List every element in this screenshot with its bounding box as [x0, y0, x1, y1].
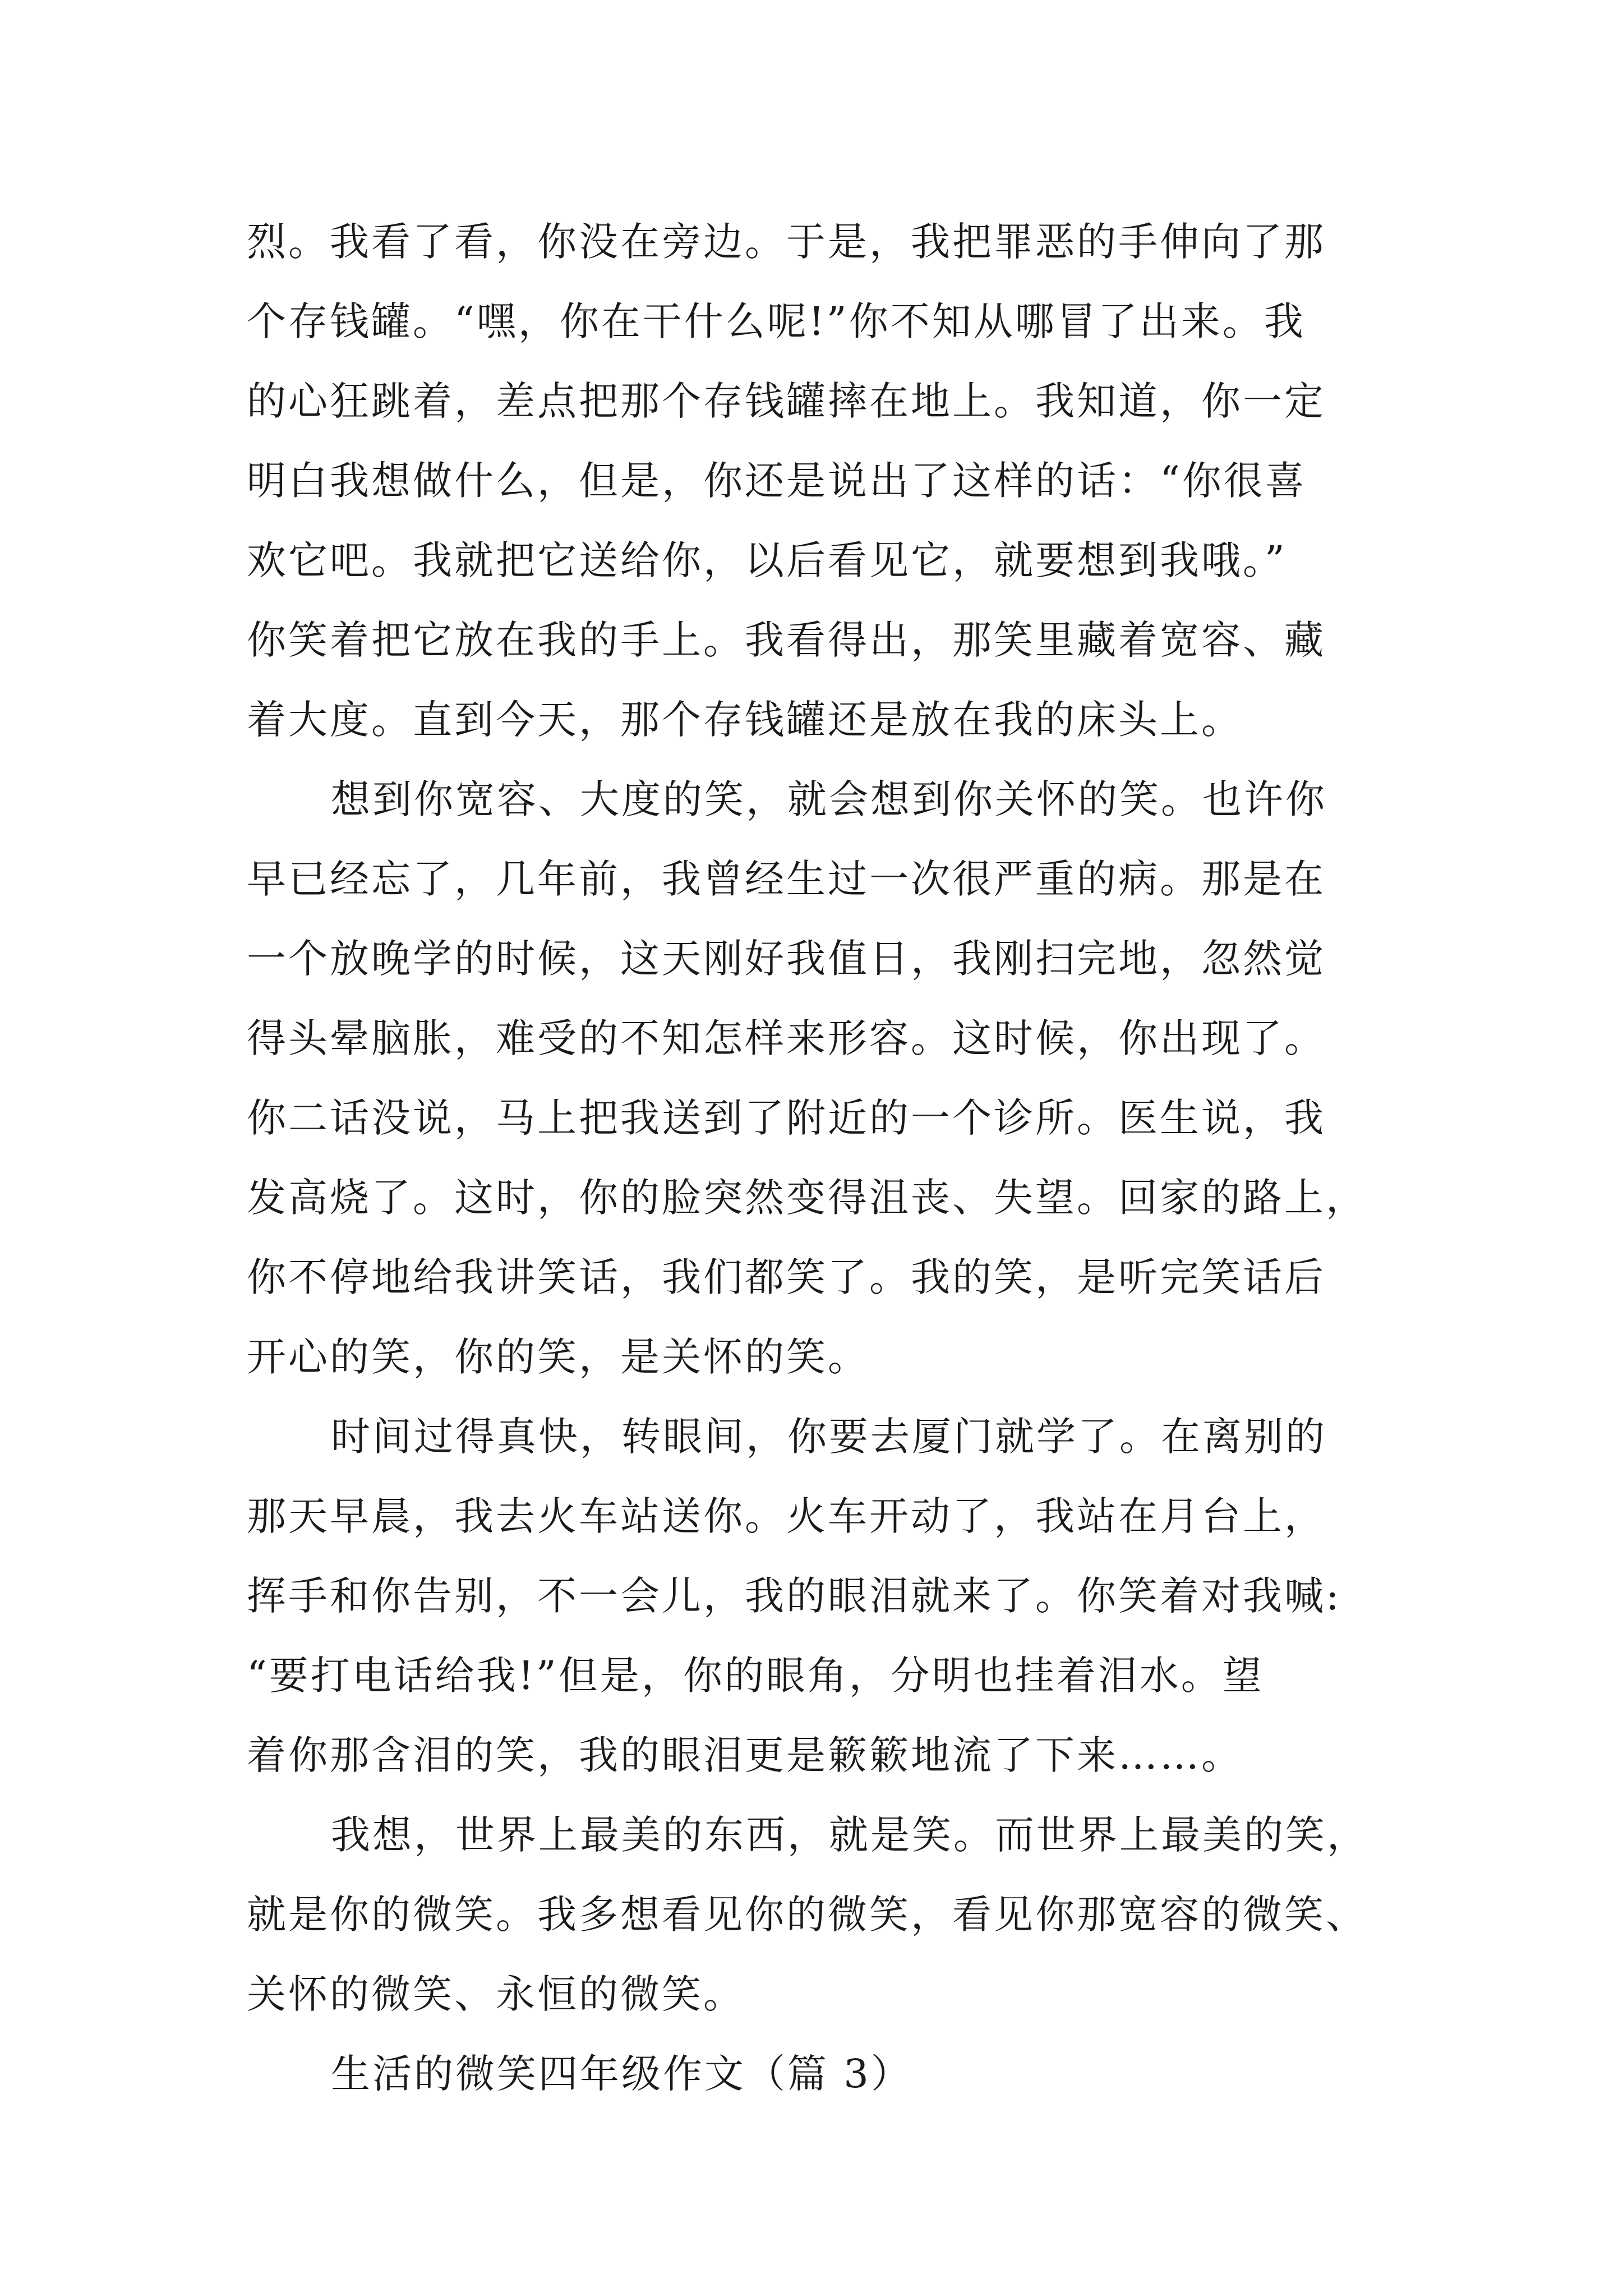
body-text: [247, 202, 1391, 2114]
text-line: 你二话没说，马上把我送到了附近的一个诊所。医生说，我: [247, 1095, 1326, 1141]
text-line: 明白我想做什么，但是，你还是说出了这样的话：“你很喜: [247, 458, 1307, 504]
text-line: 欢它吧。我就把它送给你，以后看见它，就要想到我哦。”: [247, 537, 1287, 583]
text-line: 你不停地给我讲笑话，我们都笑了。我的笑，是听完笑话后: [247, 1254, 1326, 1300]
text-line: 个存钱罐。“嘿，你在干什么呢!”你不知从哪冒了出来。我: [247, 298, 1306, 344]
text-line: “要打电话给我!”但是，你的眼角，分明也挂着泪水。望: [247, 1653, 1264, 1699]
paragraph-start-line: 想到你宽容、大度的笑，就会想到你关怀的笑。也许你: [331, 776, 1327, 822]
text-line: 发高烧了。这时，你的脸突然变得沮丧、失望。回家的路上，: [247, 1175, 1367, 1221]
text-line: 那天早晨，我去火车站送你。火车开动了，我站在月台上，: [247, 1493, 1326, 1539]
text-line: 一个放晚学的时候，这天刚好我值日，我刚扫完地，忽然觉: [247, 936, 1326, 982]
text-line: 的心狂跳着，差点把那个存钱罐摔在地上。我知道，你一定: [247, 378, 1326, 424]
text-line: 就是你的微笑。我多想看见你的微笑，看见你那宽容的微笑、: [247, 1892, 1367, 1938]
paragraph-start-line: 我想，世界上最美的东西，就是笑。而世界上最美的笑，: [331, 1812, 1368, 1858]
text-line: 开心的笑，你的笑，是关怀的笑。: [247, 1334, 869, 1380]
text-line: 早已经忘了，几年前，我曾经生过一次很严重的病。那是在: [247, 856, 1326, 902]
text-line: 关怀的微笑、永恒的微笑。: [247, 1971, 745, 2017]
text-line: 得头晕脑胀，难受的不知怎样来形容。这时候，你出现了。: [247, 1015, 1326, 1061]
text-line: 着大度。直到今天，那个存钱罐还是放在我的床头上。: [247, 697, 1243, 743]
text-line: 挥手和你告别，不一会儿，我的眼泪就来了。你笑着对我喊:: [247, 1573, 1341, 1619]
section-heading: 生活的微笑四年级作文（篇 3）: [331, 2051, 912, 2097]
text-line: 烈。我看了看，你没在旁边。于是，我把罪恶的手伸向了那: [247, 219, 1326, 265]
text-line: 你笑着把它放在我的手上。我看得出，那笑里藏着宽容、藏: [247, 617, 1326, 663]
text-line: 着你那含泪的笑，我的眼泪更是簌簌地流了下来……。: [247, 1732, 1243, 1778]
paragraph-start-line: 时间过得真快，转眼间，你要去厦门就学了。在离别的: [331, 1414, 1327, 1460]
